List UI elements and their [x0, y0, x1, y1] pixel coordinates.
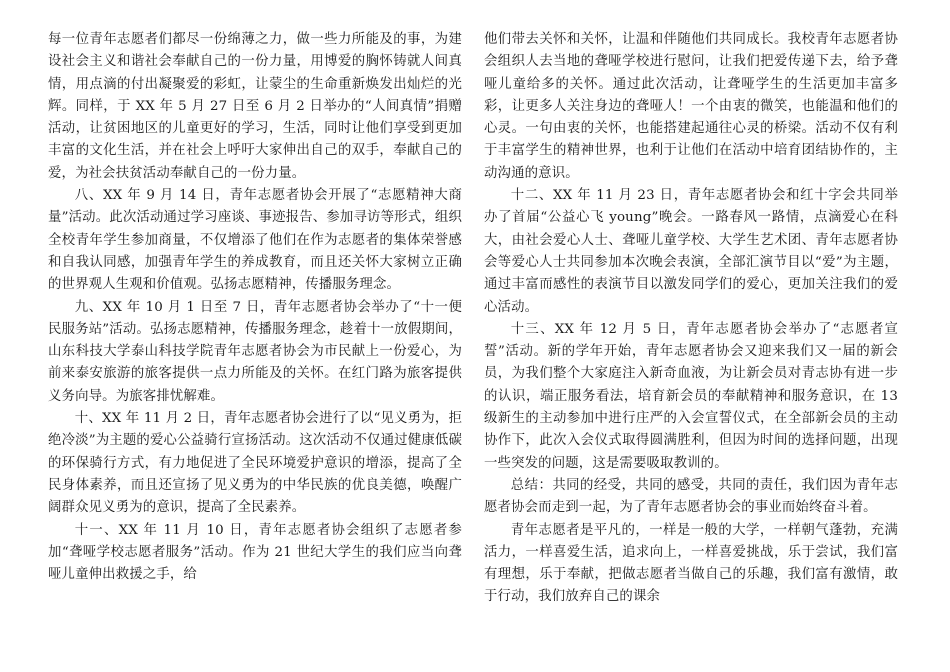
paragraph-continuation-right: 他们带去关怀和关怀，让温和伴随他们共同成长。我校青年志愿者协会组织人去当地的聋哑学校进行慰问，让我们把爱传递下去，给予聋哑儿童给多的关怀。通过此次活动，让聋哑学生的生活更加丰富多彩，让更多人关注身边的聋哑人！一个由衷的微笑，也能温和他们的心灵。一句由衷的关怀，也能搭建起通往心灵的桥梁。活动不仅有利于丰富学生的精神世界，也利于让他们在活动中培育团结协作的，主动沟通的意识。: [484, 32, 898, 181]
paragraph-item-8: 八、XX 年 9 月 14 日，青年志愿者协会开展了“志愿精神大商量”活动。此次活动通过学习座谈、事迹报告、参加寻访等形式，组织全校青年学生参加商量，不仅增添了他们在作为志愿者的集体荣誉感和自我认同感，加强青年学生的养成教育，而且还关怀大家树立正确的世界观人生观和价值观。弘扬志愿精神，传播服务理念。: [48, 188, 462, 293]
paragraph-closing: 青年志愿者是平凡的，一样是一般的大学，一样朝气蓬勃，充满活力，一样喜爱生活，追求向上，一样喜爱挑战，乐于尝试，我们富有理想，乐于奉献，把做志愿者当做自己的乐趣，我们富有激情，敢于行动，我们放弃自己的课余: [484, 522, 898, 605]
paragraph-continuation: 每一位青年志愿者们都尽一份绵薄之力，做一些力所能及的事，为建设社会主义和谐社会奉献自己的一份力量，用博爱的胸怀铸就人间真情，用点滴的付出凝聚爱的彩虹，让蒙尘的生命重新焕发出灿烂的光辉。同样，于 XX 年 5 月 27 日至 6 月 2 日举办的“人间真情”捐赠活动，让贫困地区的儿童更好的学习，生活，同时让他们享受到更加丰富的文化生活，并在社会上呼吁大家伸出自己的双手，奉献自己的爱，为社会扶贫活动奉献自己的一份力量。: [48, 32, 462, 181]
right-text-column: [484, 29, 898, 609]
paragraph-item-13: 十三、XX 年 12 月 5 日，青年志愿者协会举办了“志愿者宣誓”活动。新的学年开始，青年志愿者协会又迎来我们又一届的新会员，为我们整个大家庭注入新奇血液，为让新会员对青志协有进一步的认识，端正服务看法，培育新会员的奉献精神和服务意识，在 13 级新生的主动参加中进行庄严的入会宣誓仪式，在全部新会员的主动协作下，此次入会仪式取得圆满胜利，但因为时间的选择问题，出现一些突发的问题，这是需要吸取教训的。: [484, 321, 898, 471]
paragraph-item-10: 十、XX 年 11 月 2 日，青年志愿者协会进行了以“见义勇为，拒绝冷淡”为主题的爱心公益骑行宣扬活动。这次活动不仅通过健康低碳的环保骑行方式，有力地促进了全民环境爱护意识的增添，提高了全民身体素养，而且还宣扬了见义勇为的中华民族的优良美德，唤醒广阔群众见义勇为的意识，提高了全民素养。: [48, 411, 462, 516]
paragraph-item-12: 十二、XX 年 11 月 23 日，青年志愿者协会和红十字会共同举办了首届“公益心飞 young”晚会。一路春风一路情，点滴爱心在科大，由社会爱心人士、聋哑儿童学校、大学生艺术团、青年志愿者协会等爱心人士共同参加本次晚会表演，全部汇演节目以“爱”为主题，通过丰富而感性的表演节目以激发同学们的爱心，更加关注我们的爱心活动。: [484, 188, 898, 315]
paragraph-item-9: 九、XX 年 10 月 1 日至 7 日，青年志愿者协会举办了“十一便民服务站”活动。弘扬志愿精神，传播服务理念，趁着十一放假期间，山东科技大学泰山科技学院青年志愿者协会为市民献上一份爱心，为前来泰安旅游的旅客提供一点力所能及的关怀。在红门路为旅客提供义务向导。为旅客排忧解难。: [48, 299, 462, 404]
paragraph-summary: 总结：共同的经受，共同的感受，共同的责任，我们因为青年志愿者协会而走到一起，为了青年志愿者协会的事业而始终奋斗着。: [484, 477, 898, 516]
left-text-column: [48, 29, 462, 586]
paragraph-item-11: 十一、XX 年 11 月 10 日，青年志愿者协会组织了志愿者参加“聋哑学校志愿者服务”活动。作为 21 世纪大学生的我们应当向聋哑儿童伸出救援之手，给: [48, 522, 462, 583]
